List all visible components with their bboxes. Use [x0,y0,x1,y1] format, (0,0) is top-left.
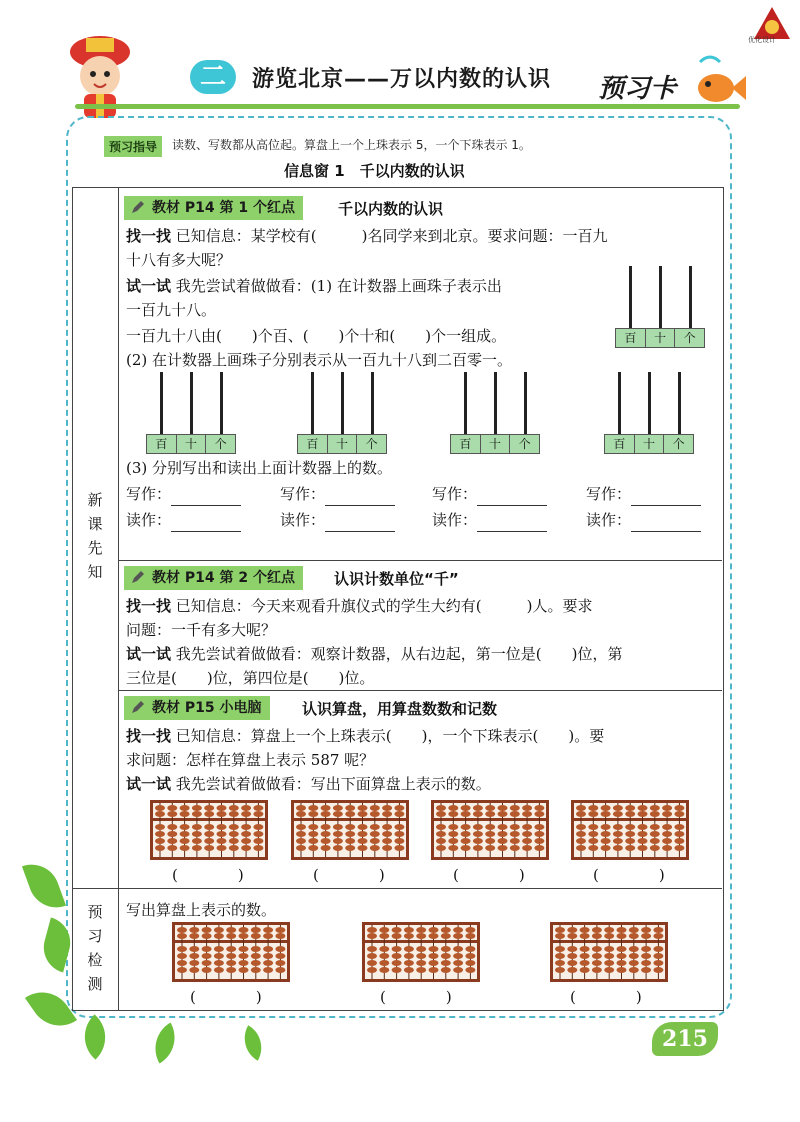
counter-place-labels [615,328,705,348]
find-label: 找一找 [126,227,172,245]
read-label: 读作： [280,511,326,529]
side-label-new-lesson: 新课先知 [87,491,103,581]
answer-blank[interactable]: ( ) [593,866,665,884]
section3-tag-label: 教材 P15 小电脑 [152,700,262,716]
section1-try-text-2: 一百九十八。 [126,301,217,319]
section1-title: 千以内数的认识 [338,200,444,218]
counter-place-label: 十 [646,329,676,347]
section1-try-text-4: (2) 在计数器上画珠子分别表示从一百九十八到二百零一。 [126,351,513,369]
abacus-icon [362,922,480,982]
write-answer-field[interactable] [631,489,701,506]
counter-place-labels [146,434,236,454]
answer-blank[interactable]: ( ) [380,988,452,1006]
try-label: 试一试 [126,645,172,663]
counter-place-labels [604,434,694,454]
abacus-icon [571,800,689,860]
abacus-image [571,800,689,860]
abacus-counter[interactable] [604,372,694,460]
section3-find-text: 已知信息：算盘上一个上珠表示( )，一个下珠表示( )。要 [175,727,605,745]
abacus-counter[interactable] [146,372,236,460]
counter-rod [689,266,692,328]
section2-title: 认识计数单位“千” [334,570,459,588]
counter-rod [678,372,681,434]
abacus-icon [550,922,668,982]
counter-place-label: 百 [605,435,635,453]
section-divider [118,690,722,691]
counter-place-label: 十 [635,435,665,453]
answer-blank[interactable]: ( ) [190,988,262,1006]
header-divider [75,104,740,109]
write-answer-field[interactable] [325,489,395,506]
counter-rod [190,372,193,434]
window-title: 信息窗 1 千以内数的认识 [284,162,465,180]
abacus-icon [172,922,290,982]
counter-rod [220,372,223,434]
logo-text: 优化设计 [748,37,776,44]
read-label: 读作： [586,511,632,529]
section2-try-text: 我先尝试着做做看：观察计数器，从右边起，第一位是( )位，第 [175,645,623,663]
section2-find-text-2: 问题：一千有多大呢？ [126,621,277,639]
counter-place-label: 个 [365,437,378,451]
unit-number-badge: 二 [190,60,236,94]
abacus-image [431,800,549,860]
counter-place-label: 十 [177,435,207,453]
counter-place-label: 个 [518,437,531,451]
counter-rod [494,372,497,434]
abacus-icon [431,800,549,860]
counter-place-label: 个 [214,437,227,451]
pencil-icon [130,699,146,715]
section-divider [118,560,722,561]
section1-find-text: 已知信息：某学校有( )名同学来到北京。要求问题：一百九 [175,227,608,245]
card-label: 预习卡 [598,74,677,104]
section1-try-text-3: 一百九十八由( )个百、( )个十和( )个一组成。 [126,327,507,345]
section2-tag-label: 教材 P14 第 2 个红点 [152,570,295,586]
section3-title: 认识算盘，用算盘数数和记数 [302,700,498,718]
section2-try-text-2: 三位是( )位，第四位是( )位。 [126,669,375,687]
pencil-icon [130,199,146,215]
answer-blank[interactable]: ( ) [453,866,525,884]
counter-place-labels [297,434,387,454]
counter-rod [311,372,314,434]
abacus-counter[interactable] [450,372,540,460]
counter-rod [341,372,344,434]
counter-rod [659,266,662,328]
abacus-image [150,800,268,860]
section1-try-text-5: (3) 分别写出和读出上面计数器上的数。 [126,459,393,477]
abacus-image [550,922,668,982]
check-instruction: 写出算盘上表示的数。 [126,901,277,919]
section3-tag [124,696,270,720]
section1-find-text-2: 十八有多大呢？ [126,251,232,269]
section1-tag [124,196,303,220]
try-label: 试一试 [126,277,172,295]
counter-place-label: 十 [328,435,358,453]
counter-place-label: 个 [672,437,685,451]
try-label: 试一试 [126,775,172,793]
answer-blank[interactable]: ( ) [172,866,244,884]
section2-tag [124,566,303,590]
abacus-counter[interactable] [297,372,387,460]
read-answer-field[interactable] [477,515,547,532]
write-label: 写作： [586,485,632,503]
abacus-icon [291,800,409,860]
counter-place-label: 百 [616,329,646,347]
section2-find-text: 已知信息：今天来观看升旗仪式的学生大约有( )人。要求 [175,597,593,615]
pencil-icon [130,569,146,585]
mascot-fish-icon [690,52,746,110]
find-label: 找一找 [126,597,172,615]
write-answer-field[interactable] [171,489,241,506]
counter-rod [629,266,632,328]
write-label: 写作： [280,485,326,503]
read-label: 读作： [126,511,172,529]
page-number: 215 [652,1022,718,1056]
leaf-decoration [73,1014,118,1059]
read-answer-field[interactable] [325,515,395,532]
write-label: 写作： [432,485,478,503]
counter-place-label: 百 [147,435,177,453]
answer-blank[interactable]: ( ) [570,988,642,1006]
abacus-image [291,800,409,860]
read-answer-field[interactable] [631,515,701,532]
section3-find-text-2: 求问题：怎样在算盘上表示 587 呢？ [126,751,375,769]
find-label: 找一找 [126,727,172,745]
read-answer-field[interactable] [171,515,241,532]
answer-blank[interactable]: ( ) [313,866,385,884]
abacus-counter[interactable] [615,266,705,354]
leaf-decoration [145,1023,186,1064]
write-label: 写作： [126,485,172,503]
read-label: 读作： [432,511,478,529]
leaf-decoration [235,1025,271,1061]
counter-rod [524,372,527,434]
counter-rod [618,372,621,434]
write-answer-field[interactable] [477,489,547,506]
section1-tag-label: 教材 P14 第 1 个红点 [152,200,295,216]
row-divider [72,888,722,889]
leaf-decoration [22,857,66,915]
counter-place-labels [450,434,540,454]
counter-place-label: 个 [683,331,696,345]
counter-rod [371,372,374,434]
counter-rod [648,372,651,434]
counter-place-label: 十 [481,435,511,453]
abacus-image [362,922,480,982]
counter-rod [160,372,163,434]
counter-place-label: 百 [451,435,481,453]
abacus-icon [150,800,268,860]
section3-try-text: 我先尝试着做做看：写出下面算盘上表示的数。 [175,775,491,793]
guide-text: 读数、写数都从高位起。算盘上一个上珠表示 5，一个下珠表示 1。 [172,138,531,152]
abacus-image [172,922,290,982]
guide-tag: 预习指导 [104,136,162,157]
section1-try-text: 我先尝试着做做看：(1) 在计数器上画珠子表示出 [175,277,502,295]
unit-title: 游览北京——万以内数的认识 [252,67,552,92]
counter-rod [464,372,467,434]
counter-place-label: 百 [298,435,328,453]
table-column-divider [118,187,119,1010]
side-label-check: 预习检测 [87,903,103,993]
